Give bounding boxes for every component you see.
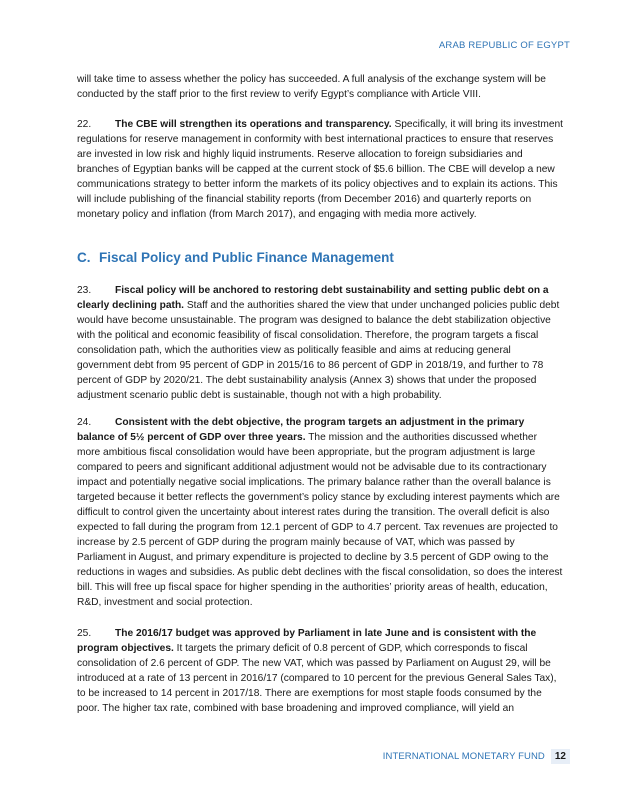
- paragraph-lead: Consistent with the debt objective, the program targets an adjustment in the primary balance of 5½ percent of GDP over three years.: [77, 417, 525, 443]
- paragraph-body: Specifically, it will bring its investment regulations for reserve management in conformity with best international practices to ensure that reserves are invested in low risk and highly liquid instruments. Reserve allocation to foreign subsidiaries and branches of Egyptian banks will be capped at the current stock of $5.6 billion. The CBE will develop a new communications strategy to better inform the markets of its policy objectives and to explain its actions. This will include publishing of the financial stability reports (from December 2016) and quarterly reports on monetary policy and inflation (from March 2017), and engaging with media more actively.: [77, 119, 563, 220]
- paragraph-text: [77, 415, 563, 610]
- paragraph-number: 25.: [77, 628, 92, 639]
- section-letter: C.: [77, 250, 91, 265]
- paragraph-lead: The CBE will strengthen its operations and transparency.: [115, 119, 392, 130]
- intro-text: will take time to assess whether the policy has succeeded. A full analysis of the exchange system will be conducted by the staff prior to the first review to verify Egypt’s compliance with Article VIII.: [77, 74, 546, 100]
- paragraph-lead: The 2016/17 budget was approved by Parliament in late June and is consistent with the program objectives.: [77, 628, 537, 654]
- paragraph-text: [77, 626, 563, 716]
- paragraph-body: Staff and the authorities shared the view that under unchanged policies public debt would have become unsustainable. The program was designed to balance the debt stabilization objective with the political and economic feasibility of fiscal consolidation. Therefore, the program targets a fiscal consolidation path, which the authorities view as politically feasible and aims at reducing general government debt from 95 percent of GDP in 2015/16 to 86 percent of GDP in 2018/19, and further to 78 percent of GDP by 2020/21. The debt sustainability analysis (Annex 3) shows that under the proposed adjustment scenario public debt is sustainable, though not with a high probability.: [77, 300, 560, 401]
- paragraph-lead: Fiscal policy will be anchored to restoring debt sustainability and setting public debt on a clearly declining path.: [77, 285, 549, 311]
- footer-label: INTERNATIONAL MONETARY FUND: [382, 751, 545, 762]
- section-title: Fiscal Policy and Public Finance Management: [99, 250, 394, 265]
- paragraph-23: [77, 283, 563, 403]
- page-footer: [383, 749, 570, 764]
- intro-paragraph: [77, 72, 563, 102]
- paragraph-number: 24.: [77, 417, 92, 428]
- paragraph-text: [77, 283, 563, 403]
- paragraph-number: 23.: [77, 285, 92, 296]
- page-header: ARAB REPUBLIC OF EGYPT: [438, 40, 570, 51]
- section-heading: [77, 250, 394, 265]
- paragraph-22: [77, 117, 563, 222]
- paragraph-number: 22.: [77, 119, 92, 130]
- paragraph-24: [77, 415, 563, 610]
- paragraph-text: [77, 117, 563, 222]
- paragraph-body: It targets the primary deficit of 0.8 percent of GDP, which corresponds to fiscal consolidation of 2.6 percent of GDP. The new VAT, which was passed by Parliament on August 29, will be introduced at a rate of 13 percent in 2016/17 (compared to 10 percent for the previous General Sales Tax), to be increased to 14 percent in 2017/18. There are exemptions for most staple foods consumed by the poor. The higher tax rate, combined with base broadening and improved compliance, will yield an: [77, 643, 557, 714]
- page-number: 12: [551, 749, 570, 764]
- paragraph-25: [77, 626, 563, 716]
- paragraph-body: The mission and the authorities discussed whether more ambitious fiscal consolidation would have been appropriate, but the program adjustment is large compared to peers and significant additional adjustment would not be advisable due to its contractionary impact and potentially negative social implications. The primary balance rather than the overall balance is targeted because it better reflects the government’s policy stance by excluding interest payments which are difficult to control given the uncertainty about interest rates during the transition. The overall deficit is also expected to fall during the program from 12.1 percent of GDP to 4.7 percent. Tax revenues are projected to increase by 2.5 percent of GDP during the program mainly because of VAT, which was passed by Parliament in August, and primary expenditure is projected to decline by 3.5 percent of GDP owing to the reductions in wages and subsidies. As public debt declines with the fiscal consolidation, so does the interest bill. This will free up fiscal space for higher spending in the authorities’ priority areas of health, education, R&D, investment and social protection.: [77, 432, 563, 608]
